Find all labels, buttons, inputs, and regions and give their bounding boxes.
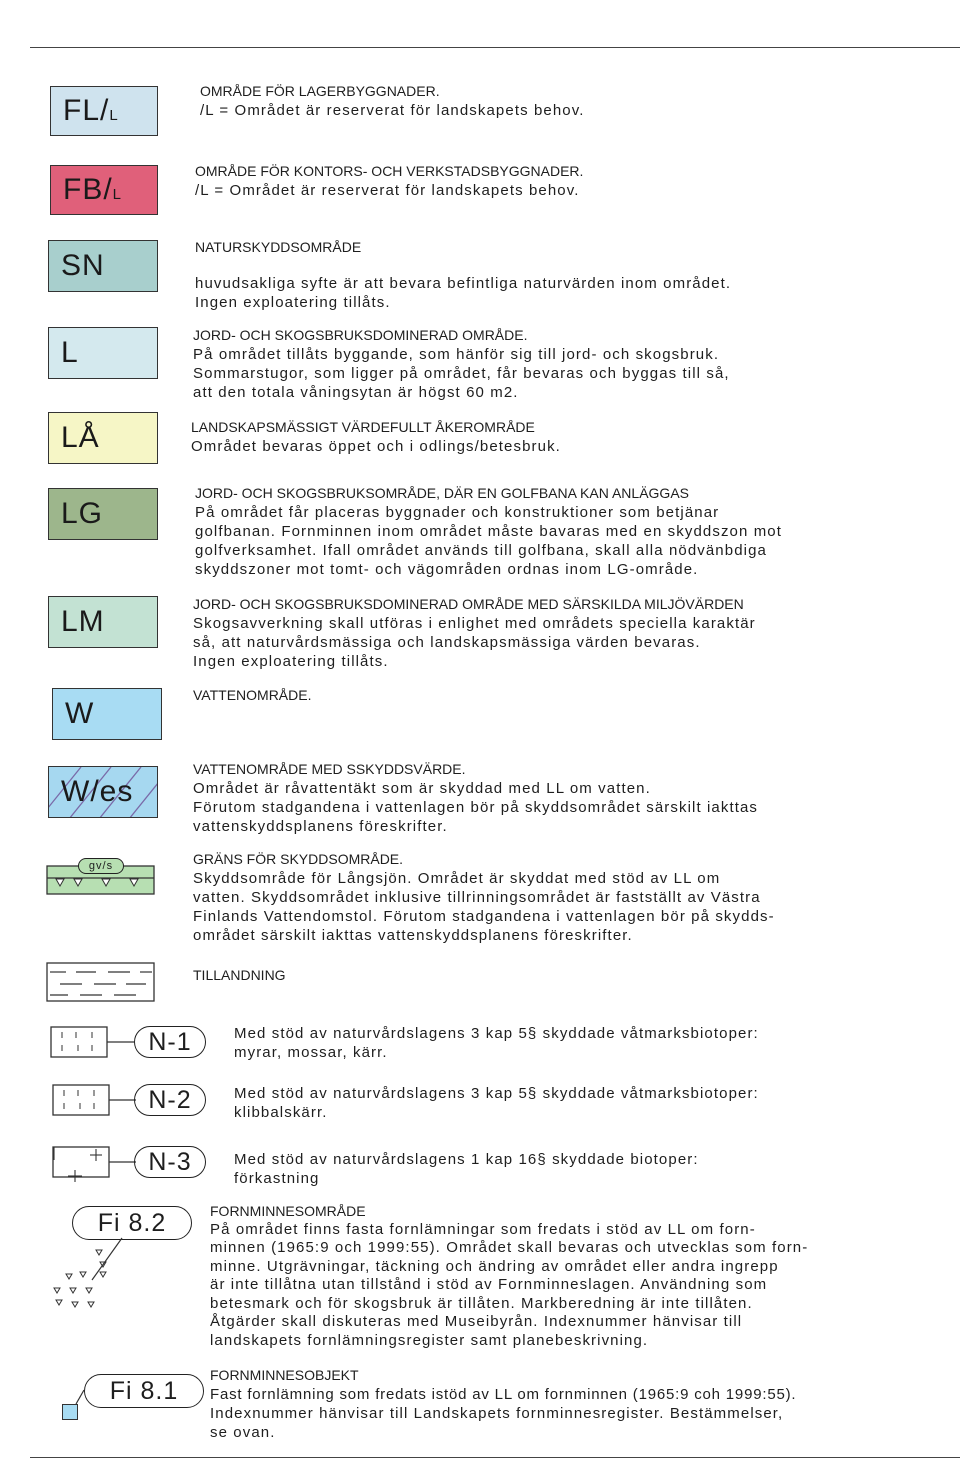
n3-label: N-3	[134, 1146, 206, 1178]
symbol-la	[48, 412, 158, 464]
legend-line: Skogsavverkning skall utföras i enlighet med områdets speciella karaktär	[193, 615, 756, 632]
legend-text	[193, 326, 730, 402]
legend-heading: LANDSKAPSMÄSSIGT VÄRDEFULLT ÅKEROMRÅDE	[191, 419, 535, 435]
legend-line: minne. Utgrävningar, täckning och ändring av området eller andra ingrepp	[210, 1257, 779, 1275]
symbol-lg	[48, 488, 158, 540]
symbol-w	[52, 688, 162, 740]
legend-heading: VATTENOMRÅDE.	[193, 687, 312, 703]
legend-text	[195, 238, 731, 312]
legend-line: Skyddsområde för Långsjön. Området är skyddat med stöd av LL om	[193, 870, 721, 887]
legend-text	[195, 162, 583, 200]
legend-heading: TILLANDNING	[193, 967, 286, 983]
legend-line: Förutom stadgandena i vattenlagen bör på skyddsområdet särskilt iakttas	[193, 799, 759, 816]
legend-line: så, att naturvårdsmässiga och landskapsmässiga värden bevaras.	[193, 634, 701, 651]
symbol-code: W/es	[61, 775, 134, 808]
legend-text	[193, 686, 312, 705]
legend-line: se ovan.	[210, 1424, 276, 1441]
legend-line: Ingen exploatering tillåts.	[193, 653, 389, 670]
symbol-code: SN	[61, 249, 105, 282]
legend-line: På området tillåts byggande, som hänför sig till jord- och skogsbruk.	[193, 346, 720, 363]
legend-text	[193, 966, 286, 985]
n1-label: N-1	[134, 1026, 206, 1058]
symbol-code: LM	[61, 605, 105, 638]
symbol-fl	[50, 86, 158, 136]
legend-line: golfverksamhet. Ifall området används till golfbana, skall alla nödvänbdiga	[195, 542, 767, 559]
gvs-label: gv/s	[78, 858, 124, 874]
ancient-area-symbol	[44, 1236, 144, 1326]
legend-line: vatten. Skyddsområdet inklusive tillrinningsområdet är fastställt av Västra	[193, 889, 761, 906]
symbol-code: W	[65, 697, 95, 730]
legend-text	[234, 1084, 759, 1122]
ancient-object-marker	[62, 1404, 78, 1420]
legend-text	[193, 595, 756, 671]
legend-line: Indexnummer hänvisar till Landskapets fornminnesregister. Bestämmelser,	[210, 1405, 784, 1422]
top-rule	[30, 47, 960, 48]
legend-line: huvudsakliga syfte är att bevara befintliga naturvärden inom området.	[195, 275, 732, 292]
legend-line: Finlands Vattendomstol. Förutom stadgandena i vattenlagen bör på skydds-	[193, 908, 775, 925]
fi81-label: Fi 8.1	[84, 1374, 204, 1408]
legend-heading: JORD- OCH SKOGSBRUKSDOMINERAD OMRÅDE.	[193, 327, 528, 343]
symbol-code: LG	[61, 497, 104, 530]
legend-line: Området är råvattentäkt som är skyddad med LL om vatten.	[193, 780, 651, 797]
legend-heading: OMRÅDE FÖR LAGERBYGGNADER.	[200, 83, 440, 99]
legend-line: landskapets fornlämningsregister samt planebeskrivning.	[210, 1331, 649, 1349]
legend-line: Området bevaras öppet och i odlings/betesbruk.	[191, 438, 561, 455]
legend-heading: FORNMINNESOMRÅDE	[210, 1203, 366, 1219]
legend-line: På området får placeras byggnader och konstruktioner som betjänar	[195, 504, 720, 521]
legend-text	[193, 760, 758, 836]
legend-line: området särskilt iakttas vattenskyddsplanens föreskrifter.	[193, 927, 633, 944]
legend-line: /L = Området är reserverat för landskapets behov.	[200, 102, 585, 119]
legend-text	[191, 418, 561, 456]
legend-heading: GRÄNS FÖR SKYDDSOMRÅDE.	[193, 851, 404, 867]
legend-text	[234, 1150, 699, 1188]
legend-text	[210, 1366, 796, 1442]
symbol-sub: L	[109, 107, 118, 124]
symbol-sub: L	[112, 186, 122, 203]
legend-line: Åtgärder skall diskuteras med Museibyrån. Indexnummer hänvisar till	[210, 1313, 743, 1330]
legend-line: Ingen exploatering tillåts.	[195, 294, 391, 311]
legend-line: att den totala våningsytan är högst 60 m2.	[193, 384, 519, 401]
legend-line: /L = Området är reserverat för landskapets behov.	[195, 182, 580, 199]
fi82-label: Fi 8.2	[72, 1206, 192, 1240]
legend-line: klibbalskärr.	[234, 1104, 328, 1121]
legend-line: På området finns fasta fornlämningar som fredats i stöd av LL om forn-	[210, 1220, 756, 1238]
legend-line: förkastning	[234, 1170, 320, 1187]
legend-heading: JORD- OCH SKOGSBRUKSOMRÅDE, DÄR EN GOLFBANA KAN ANLÄGGAS	[195, 485, 689, 501]
symbol-code: FB/	[63, 173, 113, 206]
legend-line: Med stöd av naturvårdslagens 3 kap 5§ skyddade våtmarksbiotoper:	[234, 1085, 759, 1102]
legend-heading: FORNMINNESOBJEKT	[210, 1367, 359, 1383]
legend-heading: NATURSKYDDSOMRÅDE	[195, 239, 362, 255]
legend-heading: OMRÅDE FÖR KONTORS- OCH VERKSTADSBYGGNADER.	[195, 163, 584, 179]
tillandning-symbol	[46, 962, 156, 1002]
symbol-sn	[48, 240, 158, 292]
legend-text	[200, 82, 584, 120]
legend-text	[193, 850, 775, 945]
legend-line: minnen (1965:9 och 1999:55). Området skall bevaras och utvecklas som forn-	[210, 1239, 809, 1256]
symbol-wes	[48, 766, 158, 818]
legend-line: myrar, mossar, kärr.	[234, 1044, 388, 1061]
legend-line: Fast fornlämning som fredats istöd av LL om fornminnen (1965:9 coh 1999:55).	[210, 1386, 797, 1403]
symbol-fb	[50, 165, 158, 215]
legend-line: Sommarstugor, som ligger på området, får bevaras och byggas till så,	[193, 365, 730, 382]
symbol-code: LÅ	[61, 421, 100, 454]
legend-heading: JORD- OCH SKOGSBRUKSDOMINERAD OMRÅDE MED SÄRSKILDA MILJÖVÄRDEN	[193, 596, 744, 612]
symbol-l	[48, 327, 158, 379]
legend-line: skyddszoner mot tomt- och vägområden ordnas inom LG-område.	[195, 561, 699, 578]
n2-label: N-2	[134, 1084, 206, 1116]
legend-text	[210, 1202, 808, 1350]
legend-line: Med stöd av naturvårdslagens 1 kap 16§ skyddade biotoper:	[234, 1151, 699, 1168]
legend-heading: VATTENOMRÅDE MED SSKYDDSVÄRDE.	[193, 761, 466, 777]
bottom-rule	[30, 1457, 960, 1458]
fault-symbol	[52, 1146, 142, 1182]
marsh-symbol	[50, 1026, 140, 1060]
legend-text	[195, 484, 782, 579]
legend-line: Med stöd av naturvårdslagens 3 kap 5§ skyddade våtmarksbiotoper:	[234, 1025, 759, 1042]
legend-text	[234, 1024, 759, 1062]
legend-line: är inte tillåtna utan tillstånd i stöd av Fornminneslagen. Användning som	[210, 1276, 768, 1293]
alder-swamp-symbol	[52, 1084, 142, 1118]
symbol-code: FL/	[63, 94, 110, 127]
symbol-lm	[48, 596, 158, 648]
legend-line: betesmark och för skogsbruk är tillåten. Markberedning är inte tillåten.	[210, 1294, 753, 1312]
legend-line: vattenskyddsplanens föreskrifter.	[193, 818, 448, 835]
legend-line: golfbanan. Fornminnen inom området måste bavaras med en skyddszon mot	[195, 523, 782, 540]
symbol-code: L	[61, 336, 79, 369]
